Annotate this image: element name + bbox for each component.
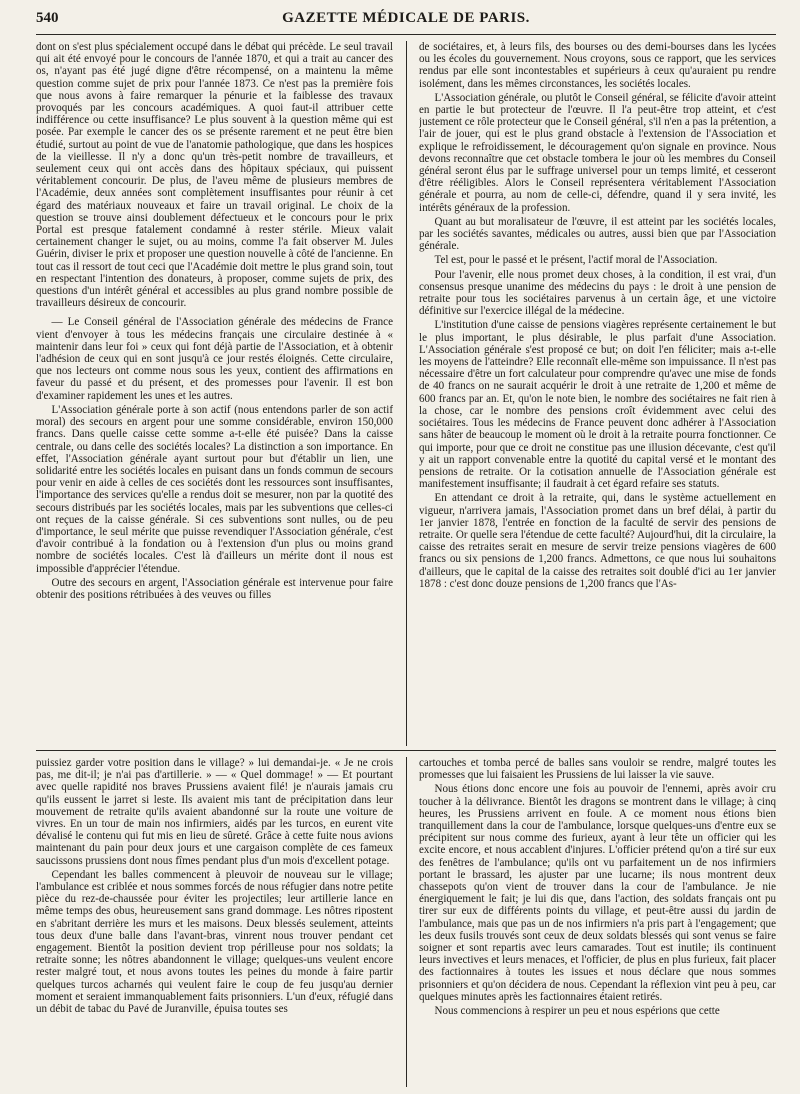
feuilleton-paragraph: Nous commencions à respirer un peu et nous espérions que cette (434, 1005, 720, 1018)
article-paragraph: L'Association générale, ou plutôt le Conseil général, se félicite d'avoir atteint en partie le but protecteur de l'œuvre. Il l'a peut-être trop atteint, et c'est justement ce rôle protecteur que le Conseil général, s'il n'en a pas la prétention, a l'air de jouer, qui est le plus grand obstacle à l'extension de l'Association et explique le refroidissement, le découragement qu'on signale en province. Nous devons reconnaître que cet obstacle tombera le jour où les membres du Conseil général seront élus par le suffrage universel pour un temps limité, et cesseront d'être rééligibles. Alors le Conseil représentera véritablement l'Association générale et pourra, au nom de celle-ci, défendre, quand il y sera invité, les intérêts généraux de la profession. (419, 91, 776, 214)
page-number: 540 (36, 10, 59, 26)
bottom-right-column (419, 757, 776, 1087)
column-divider (406, 41, 407, 746)
article-paragraph: Pour l'avenir, elle nous promet deux choses, à la condition, il est vrai, d'un consensus presque unanime des médecins du pays : le droit à une pension de retraite pour tous les sociétaires parvenus à un certain âge, et une victoire définitive sur l'exercice illégal de la médecine. (419, 268, 776, 318)
column-divider (406, 757, 407, 1087)
feuilleton-section (36, 757, 776, 1087)
feuilleton-paragraph: cartouches et tomba percé de balles sans vouloir se rendre, malgré toutes les promesses que lui faisaient les Prussiens de lui laisser la vie sauve. (419, 757, 776, 782)
article-paragraph: L'Association générale porte à son actif (nous entendons parler de son actif moral) des secours en argent pour une somme considérable, environ 150,000 francs. Dans quelle caisse cette somme a-t-elle été puisée? Dans la caisse centrale, ou dans celle des sociétés locales? La distinction a son importance. En effet, l'Association générale ayant surtout pour but d'établir un lien, une solidarité entre les sociétés locales en puisant dans un fonds commun de secours pour venir en aide à celles de ces sociétés dont les ressources sont insuffisantes, l'importance des services qu'elle a rendus doit se mesurer, non par la quotité des secours distribués par les sociétés locales, mais par les subventions que celles-ci ont reçues de la caisse générale. Si ces subventions sont nulles, ou de peu d'importance, le seul mérite que puisse revendiquer l'Association générale, c'est d'avoir contribué à la fondation ou à l'extension d'un plus ou moins grand nombre de sociétés locales. C'est là d'ailleurs un mérite dont il nous est impossible d'apprécier l'étendue. (36, 403, 393, 575)
feuilleton-paragraph: Cependant les balles commencent à pleuvoir de nouveau sur le village; l'ambulance est criblée et nous sommes forcés de nous réfugier dans notre petite pièce du rez-de-chaussée pour éviter les projectiles; leur artillerie lance en même temps des obus, heureusement sans grand dommage. Les nôtres ripostent en s'abritant derrière les murs et les maisons. Deux blessés seulement, atteints tous deux d'une balle dans l'avant-bras, vinrent nous trouver pendant cet engagement. Bientôt la position devient trop périlleuse pour nos soldats; la retraite sonne; les nôtres abandonnent le village; quelques-uns veulent encore rester malgré tout, et nous avons toutes les peines du monde à faire partir quelques turcos acharnés qui veulent faire le coup de feu jusqu'au dernier moment et seraient immanquablement faits prisonniers. L'un d'eux, réfugié dans un débit de tabac du Pavé de Juranville, épuisa toutes ses (36, 868, 393, 1016)
top-section (36, 41, 776, 746)
feuilleton-paragraph: puissiez garder votre position dans le village? » lui demandai-je. « Je ne crois pas, me dit-il; je n'ai pas d'artillerie. » — « Quel dommage! » — Et pourtant avec quelle rapidité nos braves Prussiens avaient filé! je n'aurais jamais cru qu'ils eussent le jarret si leste. Ils avaient mis tant de précipitation dans leur mouvement de retraite qu'ils avaient abandonné sur la route une voiture de vivres. En un tour de main nos infirmiers, aidés par les turcos, en eurent vite dévalisé le contenu qui fut mis en lieu de sûreté. Grâce à cette fuite nous avions maintenant du pain pour deux jours et une cargaison complète de ces fameux saucissons prussiens dont nous fîmes pendant plus d'un mois d'excellent potage. (36, 757, 393, 867)
article-paragraph: de sociétaires, et, à leurs fils, des bourses ou des demi-bourses dans les lycées ou les écoles du gouvernement. Nous croyons, sous ce rapport, que les services rendus par elle sont incontestables et supérieurs à ceux qu'auraient pu rendre isolément, dans les mêmes circonstances, les sociétés locales. (419, 41, 776, 90)
article-paragraph: En attendant ce droit à la retraite, qui, dans le système actuellement en vigueur, n'arrivera jamais, l'Association promet dans un bref délai, à partir du 1er janvier 1878, l'entrée en fonction de la faculté de servir des pensions de retraite. Or quelle sera l'étendue de cette faculté? Aujourd'hui, dit la circulaire, la caisse des retraites serait en mesure de servir treize pensions viagères de 600 francs ou six pensions de 1,200 francs. Admettons, ce que nous lui souhaitons d'ailleurs, que le capital de la caisse des retraites soit doublé d'ici au 1er janvier 1878 : c'est donc douze pensions de 1,200 francs que l'As- (419, 492, 776, 590)
journal-title: GAZETTE MÉDICALE DE PARIS. (282, 10, 530, 26)
article-paragraph: Quant au but moralisateur de l'œuvre, il est atteint par les sociétés locales, par les sociétés savantes, médicales ou autres, aussi bien que par l'Association générale. (419, 215, 776, 253)
top-left-column (36, 41, 393, 746)
bottom-left-column (36, 757, 393, 1087)
top-right-column (419, 41, 776, 746)
article-paragraph: Tel est, pour le passé et le présent, l'actif moral de l'Association. (434, 254, 718, 267)
page-header (36, 10, 776, 35)
section-divider (36, 750, 776, 751)
article-paragraph: Outre des secours en argent, l'Association générale est intervenue pour faire obtenir des positions rétribuées à des veuves ou filles (36, 576, 393, 601)
article-paragraph: L'institution d'une caisse de pensions viagères représente certainement le but le plus important, le plus désirable, le plus parfait d'une Association. L'Association générale s'est proposé ce but; on doit l'en féliciter; mais a-t-elle les moyens de l'atteindre? Elle reconnaît elle-même son impuissance. Il n'est pas nécessaire d'être un fort calculateur pour comprendre qu'avec une mise de fonds de 40 francs on ne saurait acquérir le droit à une retraite de 1,200 et même de 600 francs par an. Et, qu'on le note bien, le nombre des sociétaires ne fait rien à la chose, car le nombre des pensions croît évidemment avec celui des sociétaires. Tous les médecins de France peuvent donc adhérer à l'Association sans hâter de beaucoup le moment où le droit à la retraite pourra fonctionner. Ce qui importe, pour que ce droit ne constitue pas une illusion décevante, c'est qu'il y ait un rapport convenable entre la quotité du capital versé et le montant des pensions de retraite. Or la cotisation annuelle de l'Association générale est manifestement insuffisante; il faudrait à cet égard refaire ses statuts. (419, 319, 776, 491)
article-paragraph: dont on s'est plus spécialement occupé dans le débat qui précède. Le seul travail qui ait été envoyé pour le concours de l'année 1870, et qui a trait au cancer des os, n'ayant pas été jugé digne d'être récompensé, on a maintenu la même question comme sujet de prix pour l'année 1873. Ce n'est pas la première fois que nous avons à faire remarquer la pénurie et la faiblesse des travaux provoqués par les concours académiques. A quoi faut-il attribuer cette indifférence ou cette insuffisance? Le plus souvent à la question même qui est posée. Par exemple le cancer des os se présente rarement et ne peut être bien étudié, surtout au point de vue de l'anatomie pathologique, que dans les hospices de la vieillesse. Il n'y a donc qu'un très-petit nombre de travailleurs, et seulement ceux qui ont accès dans des hôpitaux spéciaux, qui puissent véritablement concourir. De plus, de l'aveu même de plusieurs membres de l'Académie, deux années sont complètement insuffisantes pour réunir à cet égard des matériaux nouveaux et faire un travail original. Le choix de la question se trouve ainsi doublement défectueux et le concours pour le prix Portal est presque fatalement condamné à rester stérile. Mieux valait certainement changer le sujet, ou au moins, comme l'a fait observer M. Jules Guérin, diviser le prix et proposer une question nouvelle à côté de l'ancienne. En tout cas il ressort de tout ceci que l'Académie doit mettre le plus grand soin, tout en respectant l'intention des donateurs, à proposer, comme sujets de prix, des questions d'un intérêt général et accessibles au plus grand nombre possible de travailleurs désireux de concourir. (36, 41, 393, 310)
article-paragraph: — Le Conseil général de l'Association générale des médecins de France vient d'envoyer à tous les médecins français une circulaire destinée à « maintenir dans leur foi » ceux qui font déjà partie de l'Association, et à obtenir l'adhésion de ceux qui en sont jusqu'à ce jour restés éloignés. Cette circulaire, que nos lecteurs ont comme nous sous les yeux, contient des affirmations en faveur du passé et du présent, et des promesses pour l'avenir. Il est bon d'examiner rapidement les unes et les autres. (36, 316, 393, 402)
feuilleton-paragraph: Nous étions donc encore une fois au pouvoir de l'ennemi, après avoir cru toucher à la délivrance. Bientôt les dragons se montrent dans le village; à cinq heures, les Prussiens arrivent en foule. A ce moment nous étions bien tranquillement dans la cour de l'ambulance, lorsque quelques-uns d'entre eux se précipitent sur nous comme des furieux, ayant à leur tête un officier qui les excite encore, et nous accablent d'injures. L'officier prétend qu'on a tiré sur eux des fenêtres de l'ambulance; qu'ils ont vu parfaitement un de nos infirmiers portant le brassard, les ajuster par une lucarne; ils nous montrent deux chassepots qu'on vient de trouver dans la cour de l'ambulance. Je nie énergiquement le fait; je lui dis que, dans l'action, des soldats français ont pu tirer sur eux de différents points du village, et peut-être aussi du jardin de l'ambulance, mais que pas un de nos infirmiers n'a pris part à l'engagement; que les deux fusils trouvés sont ceux de deux soldats blessés qui sont venus se faire soigner et sont repartis avec leurs camarades. Tout est inutile; ils continuent leurs invectives et leurs menaces, et l'officier, de plus en plus furieux, fait placer des factionnaires à toutes les issues et nous déclare que nous sommes prisonniers et qu'on décidera de nous. Cependant la réflexion vint peu à peu, car quelques minutes après les factionnaires étaient retirés. (419, 783, 776, 1003)
